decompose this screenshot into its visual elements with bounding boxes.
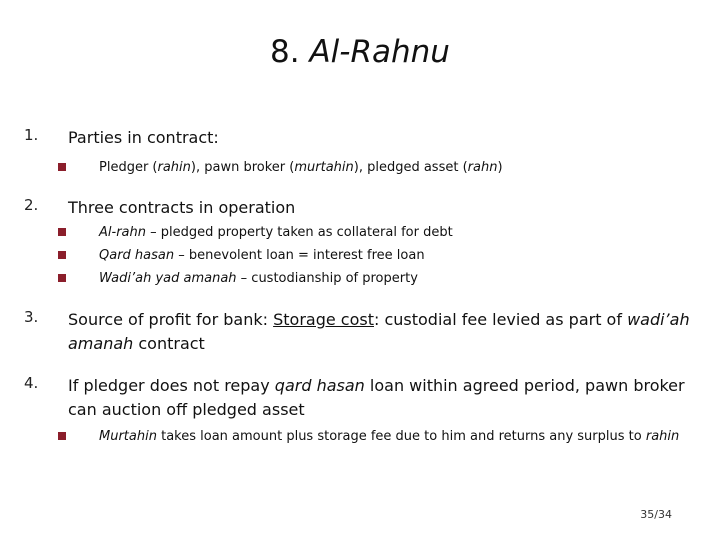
page-number: 35/34 [640,508,672,521]
square-bullet-icon [58,274,66,282]
slide-title-name: Al-Rahnu [309,34,450,70]
item-text [68,308,708,356]
item-text-line-2: can auction off pledged asset [68,400,305,419]
storage-cost-term: Storage cost [273,310,374,329]
item-text: Parties in contract: [68,128,219,147]
item-text: Three contracts in operation [68,198,296,217]
item-number: 3. [24,308,39,326]
square-bullet-icon [58,251,66,259]
item-text [68,374,708,422]
item-number: 2. [24,196,39,214]
square-bullet-icon [58,163,66,171]
item-text-line-2: amanah contract [68,334,205,353]
sub-item-text: Murtahin takes loan amount plus storage fee due to him and returns any surplus to rahin [99,429,680,444]
item-text-line-1: If pledger does not repay qard hasan loan within agreed period, pawn broker [68,376,685,395]
sub-item-text: Qard hasan – benevolent loan = interest free loan [99,248,425,263]
item-text-line-1: Source of profit for bank: Storage cost: custodial fee levied as part of wadi’ah [68,310,690,329]
item-number: 4. [24,374,39,392]
sub-item-text: Wadi’ah yad amanah – custodianship of property [99,271,418,286]
sub-item-text: Pledger (rahin), pawn broker (murtahin), pledged asset (rahn) [99,160,503,175]
slide-title-number: 8. [270,34,310,70]
slide-title [0,34,720,70]
square-bullet-icon [58,228,66,236]
item-number: 1. [24,126,39,144]
sub-item-text: Al-rahn – pledged property taken as collateral for debt [99,225,453,240]
square-bullet-icon [58,432,66,440]
